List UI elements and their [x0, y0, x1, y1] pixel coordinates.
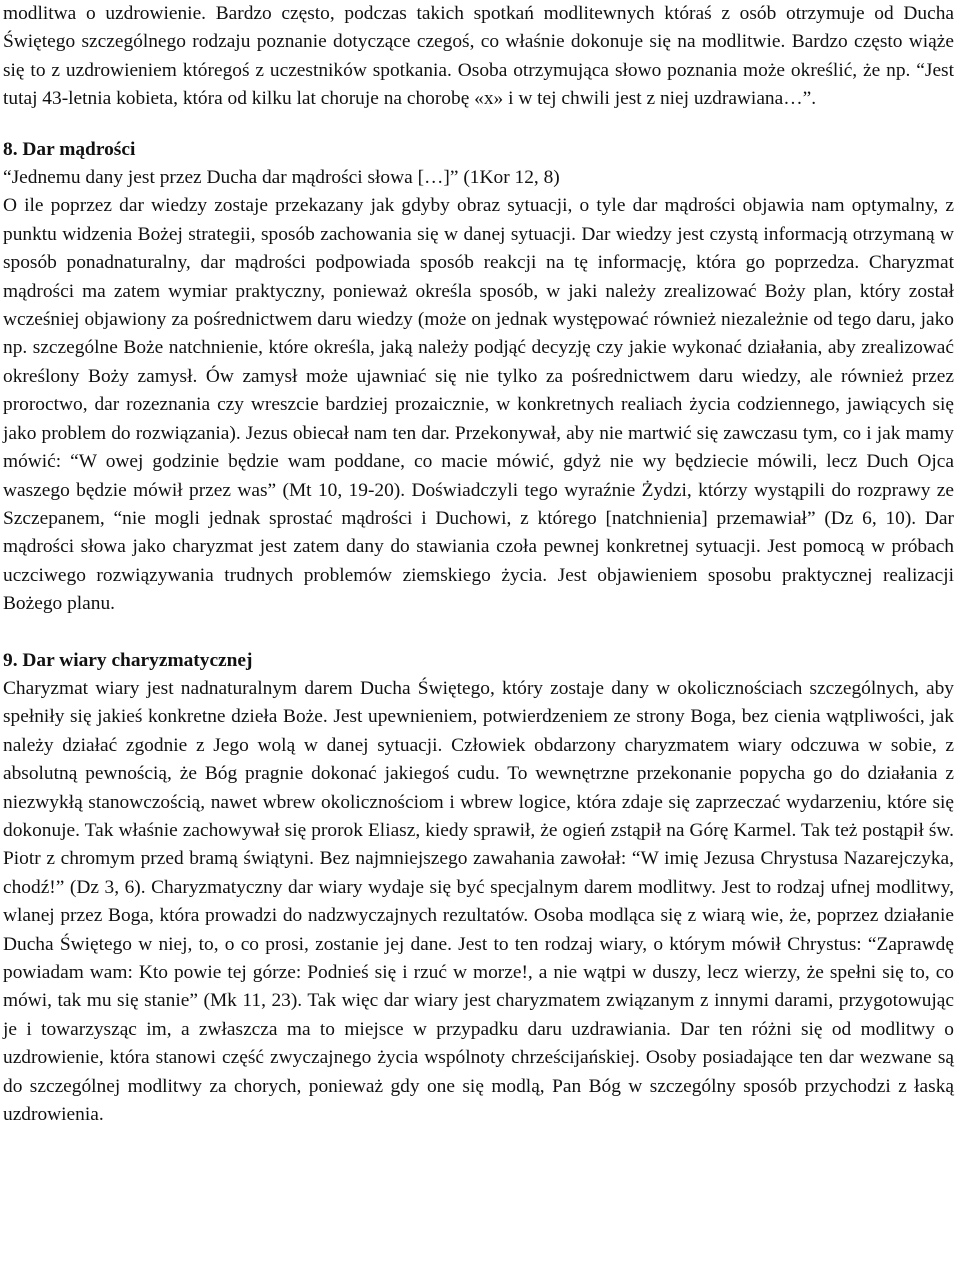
- section-8-quote: “Jednemu dany jest przez Ducha dar mądrości słowa […]” (1Kor 12, 8): [3, 167, 560, 189]
- section-8-body: O ile poprzez dar wiedzy zostaje przekazany jak gdyby obraz sytuacji, o tyle dar mądrości objawia nam optymalny, z punktu widzenia Bożej strategii, sposób zachowania się w danej sytuacji. Dar wiedzy jest czystą informacją otrzymaną w sposób ponadnaturalny, dar mądrości podpowiada sposób reakcji na tę informację, która go poprzedza. Charyzmat mądrości ma zatem wymiar praktyczny, ponieważ określa sposób, w jaki należy zrealizować Boży plan, który został wcześniej objawiony za pośrednictwem daru wiedzy (może on jednak występować również niezależnie od tego daru, jako np. szczególne Boże natchnienie, które określa, jaką należy podjąć decyzję czy jakie wykonać działania, aby zrealizować określony Boży zamysł. Ów zamysł może ujawniać się nie tylko za pośrednictwem daru wiedzy, ale również przez proroctwo, dar rozeznania czy wreszcie bardziej prozaicznie, w konkretnych realiach życia codziennego, jawiących się jako problem do rozwiązania). Jezus obiecał nam ten dar. Przekonywał, aby nie martwić się zawczasu tym, co i jak mamy mówić: “W owej godzinie będzie wam poddane, co macie mówić, gdyż nie wy będziecie mówili, lecz Duch Ojca waszego będzie mówił przez was” (Mt 10, 19-20). Doświadczyli tego wyraźnie Żydzi, którzy wystąpili do rozprawy ze Szczepanem, “nie mogli jednak sprostać mądrości i Duchowi, z którego [natchnienia] przemawiał” (Dz 6, 10). Dar mądrości słowa jako charyzmat jest zatem dany do stawiania czoła pewnej konkretnej sytuacji. Jest pomocą w próbach uczciwego rozwiązywania trudnych problemów ziemskiego życia. Jest objawieniem sposobu praktycznej realizacji Bożego planu.: [3, 195, 954, 615]
- spacer: [3, 619, 954, 647]
- section-9-number: 9.: [3, 649, 18, 671]
- section-9-heading: [3, 647, 954, 675]
- section-8-number: 8.: [3, 138, 18, 160]
- section-9-body: Charyzmat wiary jest nadnaturalnym darem Ducha Świętego, który zostaje dany w okolicznościach szczególnych, aby spełniły się jakieś konkretne dzieła Boże. Jest upewnieniem, potwierdzeniem ze strony Boga, bez cienia wątpliwości, jak należy działać zgodnie z Jego wolą w danej sytuacji. Człowiek obdarzony charyzmatem wiary odczuwa w sobie, z absolutną pewnością, że Bóg pragnie dokonać jakiegoś cudu. To wewnętrzne przekonanie popycha go do działania z niezwykłą stanowczością, nawet wbrew okolicznościom i wbrew logice, która zdaje się zaprzeczać wydarzeniu, które się dokonuje. Tak właśnie zachowywał się prorok Eliasz, kiedy sprawił, że ogień zstąpił na Górę Karmel. Tak też postąpił św. Piotr z chromym przed bramą świątyni. Bez najmniejszego zawahania zawołał: “W imię Jezusa Chrystusa Nazarejczyka, chodź!” (Dz 3, 6). Charyzmatyczny dar wiary wydaje się być specjalnym darem modlitwy. Jest to rodzaj ufnej modlitwy, wlanej przez Boga, która prowadzi do nadzwyczajnych rezultatów. Osoba modląca się z wiarą wie, że, poprzez działanie Ducha Świętego w niej, to, o co prosi, zostanie jej dane. Jest to ten rodzaj wiary, o którym mówił Chrystus: “Zaprawdę powiadam wam: Kto powie tej górze: Podnieś się i rzuć w morze!, a nie wątpi w duszy, lecz wierzy, że spełni się to, co mówi, tak mu się stanie” (Mk 11, 23). Tak więc dar wiary jest charyzmatem związanym z innymi darami, przygotowując je i towarzysząc im, a zwłaszcza ma to miejsce w przypadku daru uzdrawiania. Dar ten różni się od modlitwy o uzdrowienie, która stanowi część zwyczajnego życia wspólnoty chrześcijańskiej. Osoby posiadające ten dar wezwane są do szczególnej modlitwy za chorych, ponieważ gdy one się modlą, Pan Bóg w szczególny sposób przychodzi z łaską uzdrowienia.: [3, 677, 954, 1126]
- spacer: [3, 114, 954, 136]
- section-8-heading: [3, 136, 954, 164]
- section-8-title: Dar mądrości: [22, 138, 136, 160]
- section-9-title: Dar wiary charyzmatycznej: [22, 649, 253, 671]
- intro-paragraph: modlitwa o uzdrowienie. Bardzo często, podczas takich spotkań modlitewnych któraś z osób otrzymuje od Ducha Świętego szczególnego rodzaju poznanie dotyczące czegoś, co właśnie dokonuje się na modlitwie. Bardzo często wiąże się to z uzdrowieniem któregoś z uczestników spotkania. Osoba otrzymująca słowo poznania może określić, że np. “Jest tutaj 43-letnia kobieta, która od kilku lat choruje na chorobę «x» i w tej chwili jest z niej uzdrawiana…”.: [3, 3, 954, 110]
